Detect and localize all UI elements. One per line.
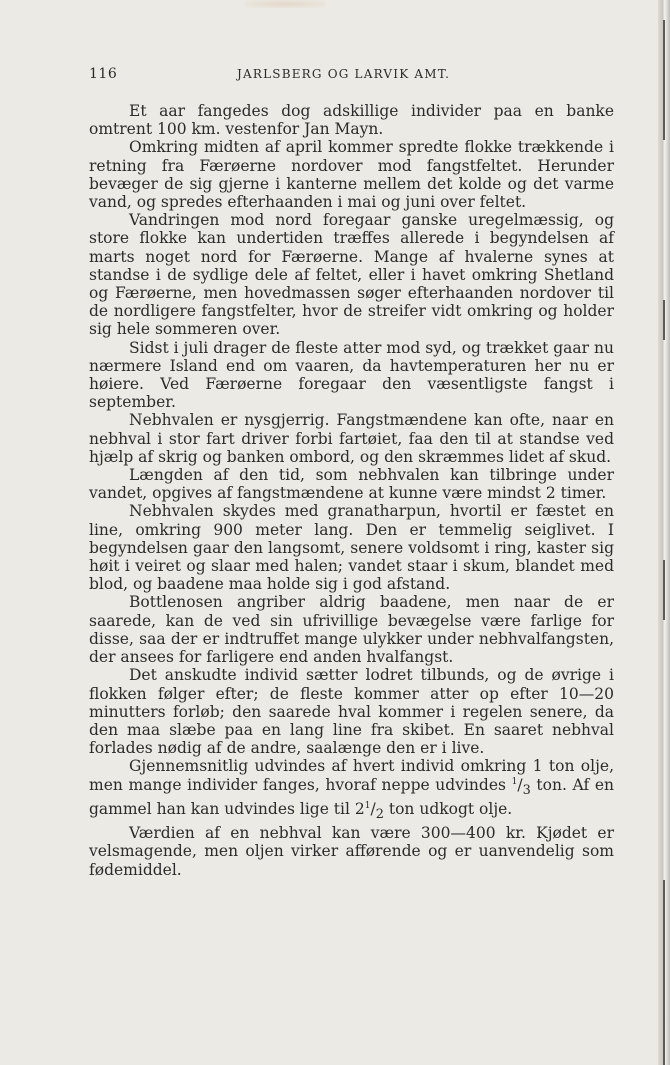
paper-stain [245, 0, 325, 8]
paragraph-curiosity: Nebhvalen er nysgjerrig. Fangstmændene kan ofte, naar en nebhval i stor fart driver forbi fartøiet, faa den til at standse ved hjælp af skrig og banken ombord, og den skræmmes lidet af skud. [89, 411, 614, 466]
paragraph-wounded-whale: Det anskudte individ sætter lodret tilbunds, og de øvrige i flokken følger efter; de fleste kommer atter op efter 10—20 minutters forløb; den saarede hval kommer i regelen senere, da den maa slæbe paa en lang line fra skibet. En saaret nebhval forlades nødig af de andre, saalænge den er i live. [89, 666, 614, 758]
fraction-one-third-numerator: 1 [511, 776, 518, 787]
page-edge [658, 0, 670, 1065]
paragraph-bottlenose-danger: Bottlenosen angriber aldrig baadene, men naar de er saarede, kan de ved sin ufrivillige bevægelse være farlige for disse, saa der er indtruffet mange ulykker under nebhvalfangsten, der ansees for farligere end anden hvalfangst. [89, 593, 614, 667]
page-header [89, 66, 614, 86]
body-text [89, 102, 614, 879]
page-number: 116 [89, 66, 118, 82]
fraction-one-third-denominator: 3 [522, 782, 531, 798]
edge-shadow-line [663, 300, 665, 340]
paragraph-dive-duration: Længden af den tid, som nebhvalen kan tilbringe under vandet, opgives af fangstmændene at kunne være mindst 2 timer. [89, 466, 614, 503]
yield-text-2: ton. Af en gammel han kan udvindes lige til 2 [89, 775, 614, 818]
paragraph-northward-migration: Vandringen mod nord foregaar ganske uregelmæssig, og store flokke kan undertiden træffes allerede i begyndelsen af marts noget nord for Færøerne. Mange af hvalerne synes at standse i de sydlige dele af feltet, eller i havet omkring Shetland og Færøerne, men hovedmassen søger efterhaanden nordover til de nordligere fangstfelter, hvor de streifer vidt omkring og holder sig hele sommeren over. [89, 211, 614, 339]
paragraph-july-return: Sidst i juli drager de fleste atter mod syd, og trækket gaar nu nærmere Island end om vaaren, da havtemperaturen her nu er høiere. Ved Færøerne foregaar den væsentligste fangst i september. [89, 338, 614, 412]
paragraph-oil-yield: Gjennemsnitlig udvindes af hvert individ omkring 1 ton olje, men mange individer fanges, hvoraf neppe udvindes $^1/_3$ ton. Af en gammel han kan udvindes lige til $2^1/_2$ ton udkogt olje. [89, 757, 614, 822]
edge-shadow-line [663, 560, 665, 620]
yield-text-1: Gjennemsnitlig udvindes af hvert individ omkring 1 ton olje, men mange individer fanges, hvoraf neppe udvindes [89, 757, 614, 794]
paragraph-harpoon: Nebhvalen skydes med granatharpun, hvortil er fæstet en line, omkring 900 meter lang. Den er temmelig seiglivet. I begyndelsen gaar den langsomt, senere voldsomt i ring, kaster sig høit i veiret og slaar med halen; vandet staar i skum, blandet med blod, og baadene maa holde sig i god afstand. [89, 502, 614, 594]
paragraph-value: Værdien af en nebhval kan være 300—400 kr. Kjødet er velsmagende, men oljen virker afførende og er uanvendelig som fødemiddel. [89, 824, 614, 879]
paragraph-jan-mayn: Et aar fangedes dog adskillige individer paa en banke omtrent 100 km. vestenfor Jan Mayn. [89, 102, 614, 139]
yield-text-3: ton udkogt olje. [383, 799, 513, 818]
edge-shadow-line [663, 880, 665, 1065]
fraction-one-half-numerator: 1 [364, 800, 371, 811]
running-title: JARLSBERG OG LARVIK AMT. [237, 67, 451, 81]
paragraph-april-migration: Omkring midten af april kommer spredte flokke trækkende i retning fra Færøerne nordover mod fangstfeltet. Herunder bevæger de sig gjerne i kanterne mellem det kolde og det varme vand, og spredes efterhaanden i mai og juni over feltet. [89, 138, 614, 212]
edge-shadow-line [663, 20, 665, 140]
fraction-one-half-denominator: 2 [375, 806, 384, 822]
